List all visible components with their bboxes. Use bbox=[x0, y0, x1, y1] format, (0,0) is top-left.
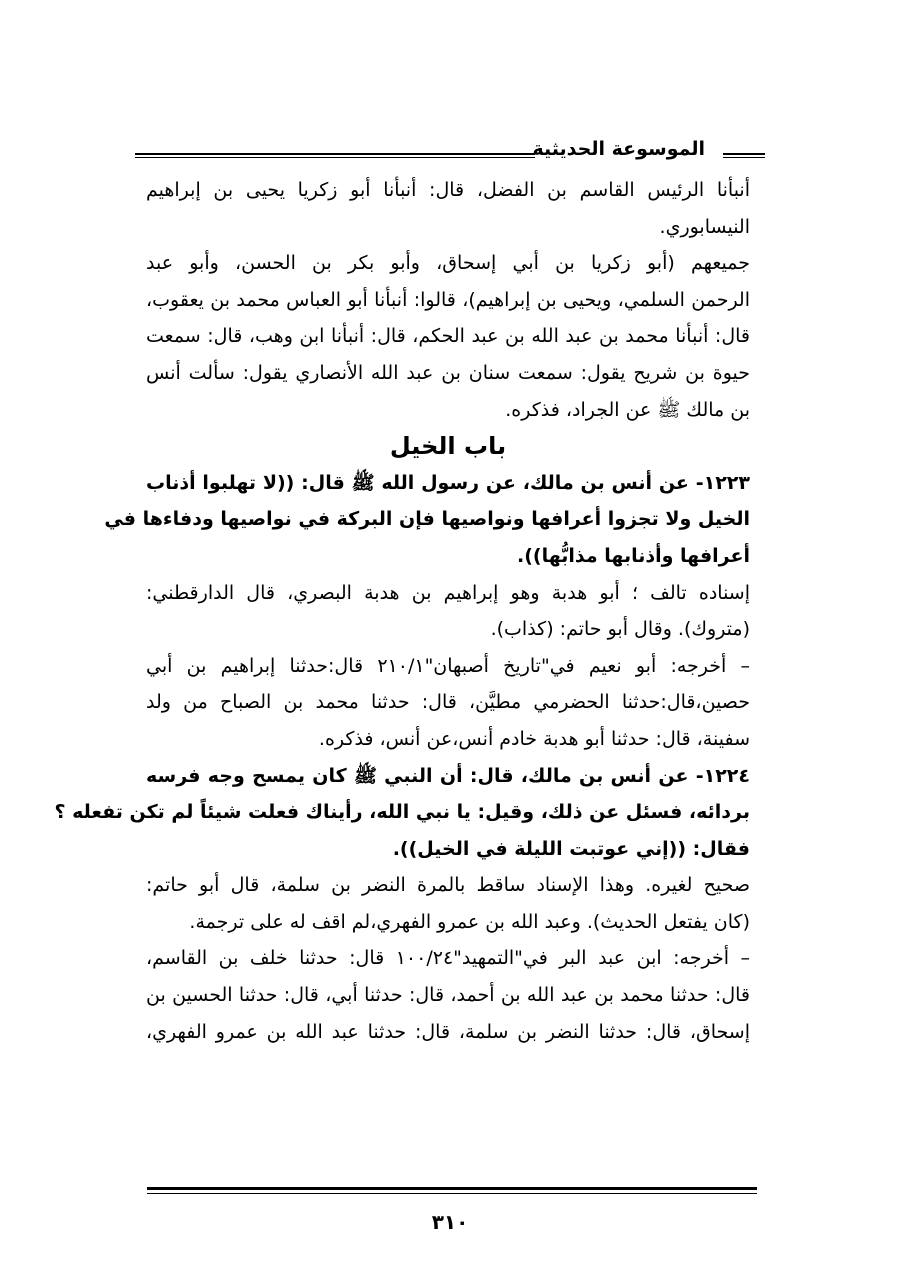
text-line: – أخرجه: ابن عبد البر في"التمهيد"١٠٠/٢٤ قال: حدثنا خلف بن القاسم، bbox=[146, 947, 750, 970]
text-line: فقال: ((إني عوتبت الليلة في الخيل)). bbox=[392, 837, 750, 860]
text-line: قال: حدثنا محمد بن عبد الله بن أحمد، قال: حدثنا أبي، قال: حدثنا الحسين بن bbox=[146, 984, 750, 1007]
footer-rule bbox=[147, 1187, 757, 1194]
text-line: حيوة بن شريح يقول: سمعت سنان بن عبد الله الأنصاري يقول: سألت أنس bbox=[146, 361, 750, 384]
text-line: – أخرجه: أبو نعيم في"تاريخ أصبهان"٢١٠/١ قال:حدثنا إبراهيم بن أبي bbox=[146, 654, 750, 677]
section-title: باب الخيل bbox=[389, 432, 507, 461]
text-line: الرحمن السلمي، ويحيى بن إبراهيم)، قالوا: أنبأنا أبو العباس محمد بن يعقوب، bbox=[146, 288, 750, 311]
running-header bbox=[135, 138, 765, 168]
text-line: الخيل ولا تجزوا أعرافها ونواصيها فإن البركة في نواصيها ودفاءها في bbox=[104, 508, 750, 531]
text-line: بردائه، فسئل عن ذلك، وقيل: يا نبي الله، رأيناك فعلت شيئاً لم تكن تفعله ؟ bbox=[54, 801, 750, 824]
text-line: قال: أنبأنا محمد بن عبد الله بن عبد الحكم، قال: أنبأنا ابن وهب، قال: سمعت bbox=[146, 325, 750, 348]
header-rule-left bbox=[135, 153, 535, 158]
text-line: ١٢٢٣- عن أنس بن مالك، عن رسول الله ﷺ قال: ((لا تهلبوا أذناب bbox=[146, 471, 750, 494]
text-line: سفينة، قال: حدثنا أبو هدبة خادم أنس،عن أنس، فذكره. bbox=[318, 727, 750, 750]
text-line: أعرافها وأذنابها مذابُّها)). bbox=[517, 544, 750, 567]
text-line: ١٢٢٤- عن أنس بن مالك، قال: أن النبي ﷺ كان يمسح وجه فرسه bbox=[146, 764, 750, 787]
header-title: الموسوعة الحديثية bbox=[532, 138, 705, 160]
text-line: إسناده تالف ؛ أبو هدبة وهو إبراهيم بن هدبة البصري، قال الدارقطني: bbox=[146, 581, 750, 604]
text-line: أنبأنا الرئيس القاسم بن الفضل، قال: أنبأنا أبو زكريا يحيى بن إبراهيم bbox=[146, 179, 750, 201]
body-text bbox=[54, 172, 750, 1050]
text-line: حصين،قال:حدثنا الحضرمي مطيَّن، قال: حدثنا محمد بن الصباح من ولد bbox=[146, 691, 750, 714]
text-line: (كان يفتعل الحديث). وعبد الله بن عمرو الفهري،لم اقف له على ترجمة. bbox=[189, 910, 750, 933]
text-line: النيسابوري. bbox=[659, 215, 750, 238]
text-line: بن مالك ﷺ عن الجراد، فذكره. bbox=[505, 398, 750, 421]
text-line: جميعهم (أبو زكريا بن أبي إسحاق، وأبو بكر بن الحسن، وأبو عبد bbox=[146, 252, 750, 275]
text-line: (متروك). وقال أبو حاتم: (كذاب). bbox=[490, 618, 750, 641]
page-number: ٣١٠ bbox=[431, 1210, 469, 1234]
text-line: صحيح لغيره. وهذا الإسناد ساقط بالمرة النضر بن سلمة، قال أبو حاتم: bbox=[146, 874, 750, 897]
text-line: إسحاق، قال: حدثنا النضر بن سلمة، قال: حدثنا عبد الله بن عمرو الفهري، bbox=[146, 1020, 750, 1043]
header-rule-right bbox=[723, 153, 765, 158]
